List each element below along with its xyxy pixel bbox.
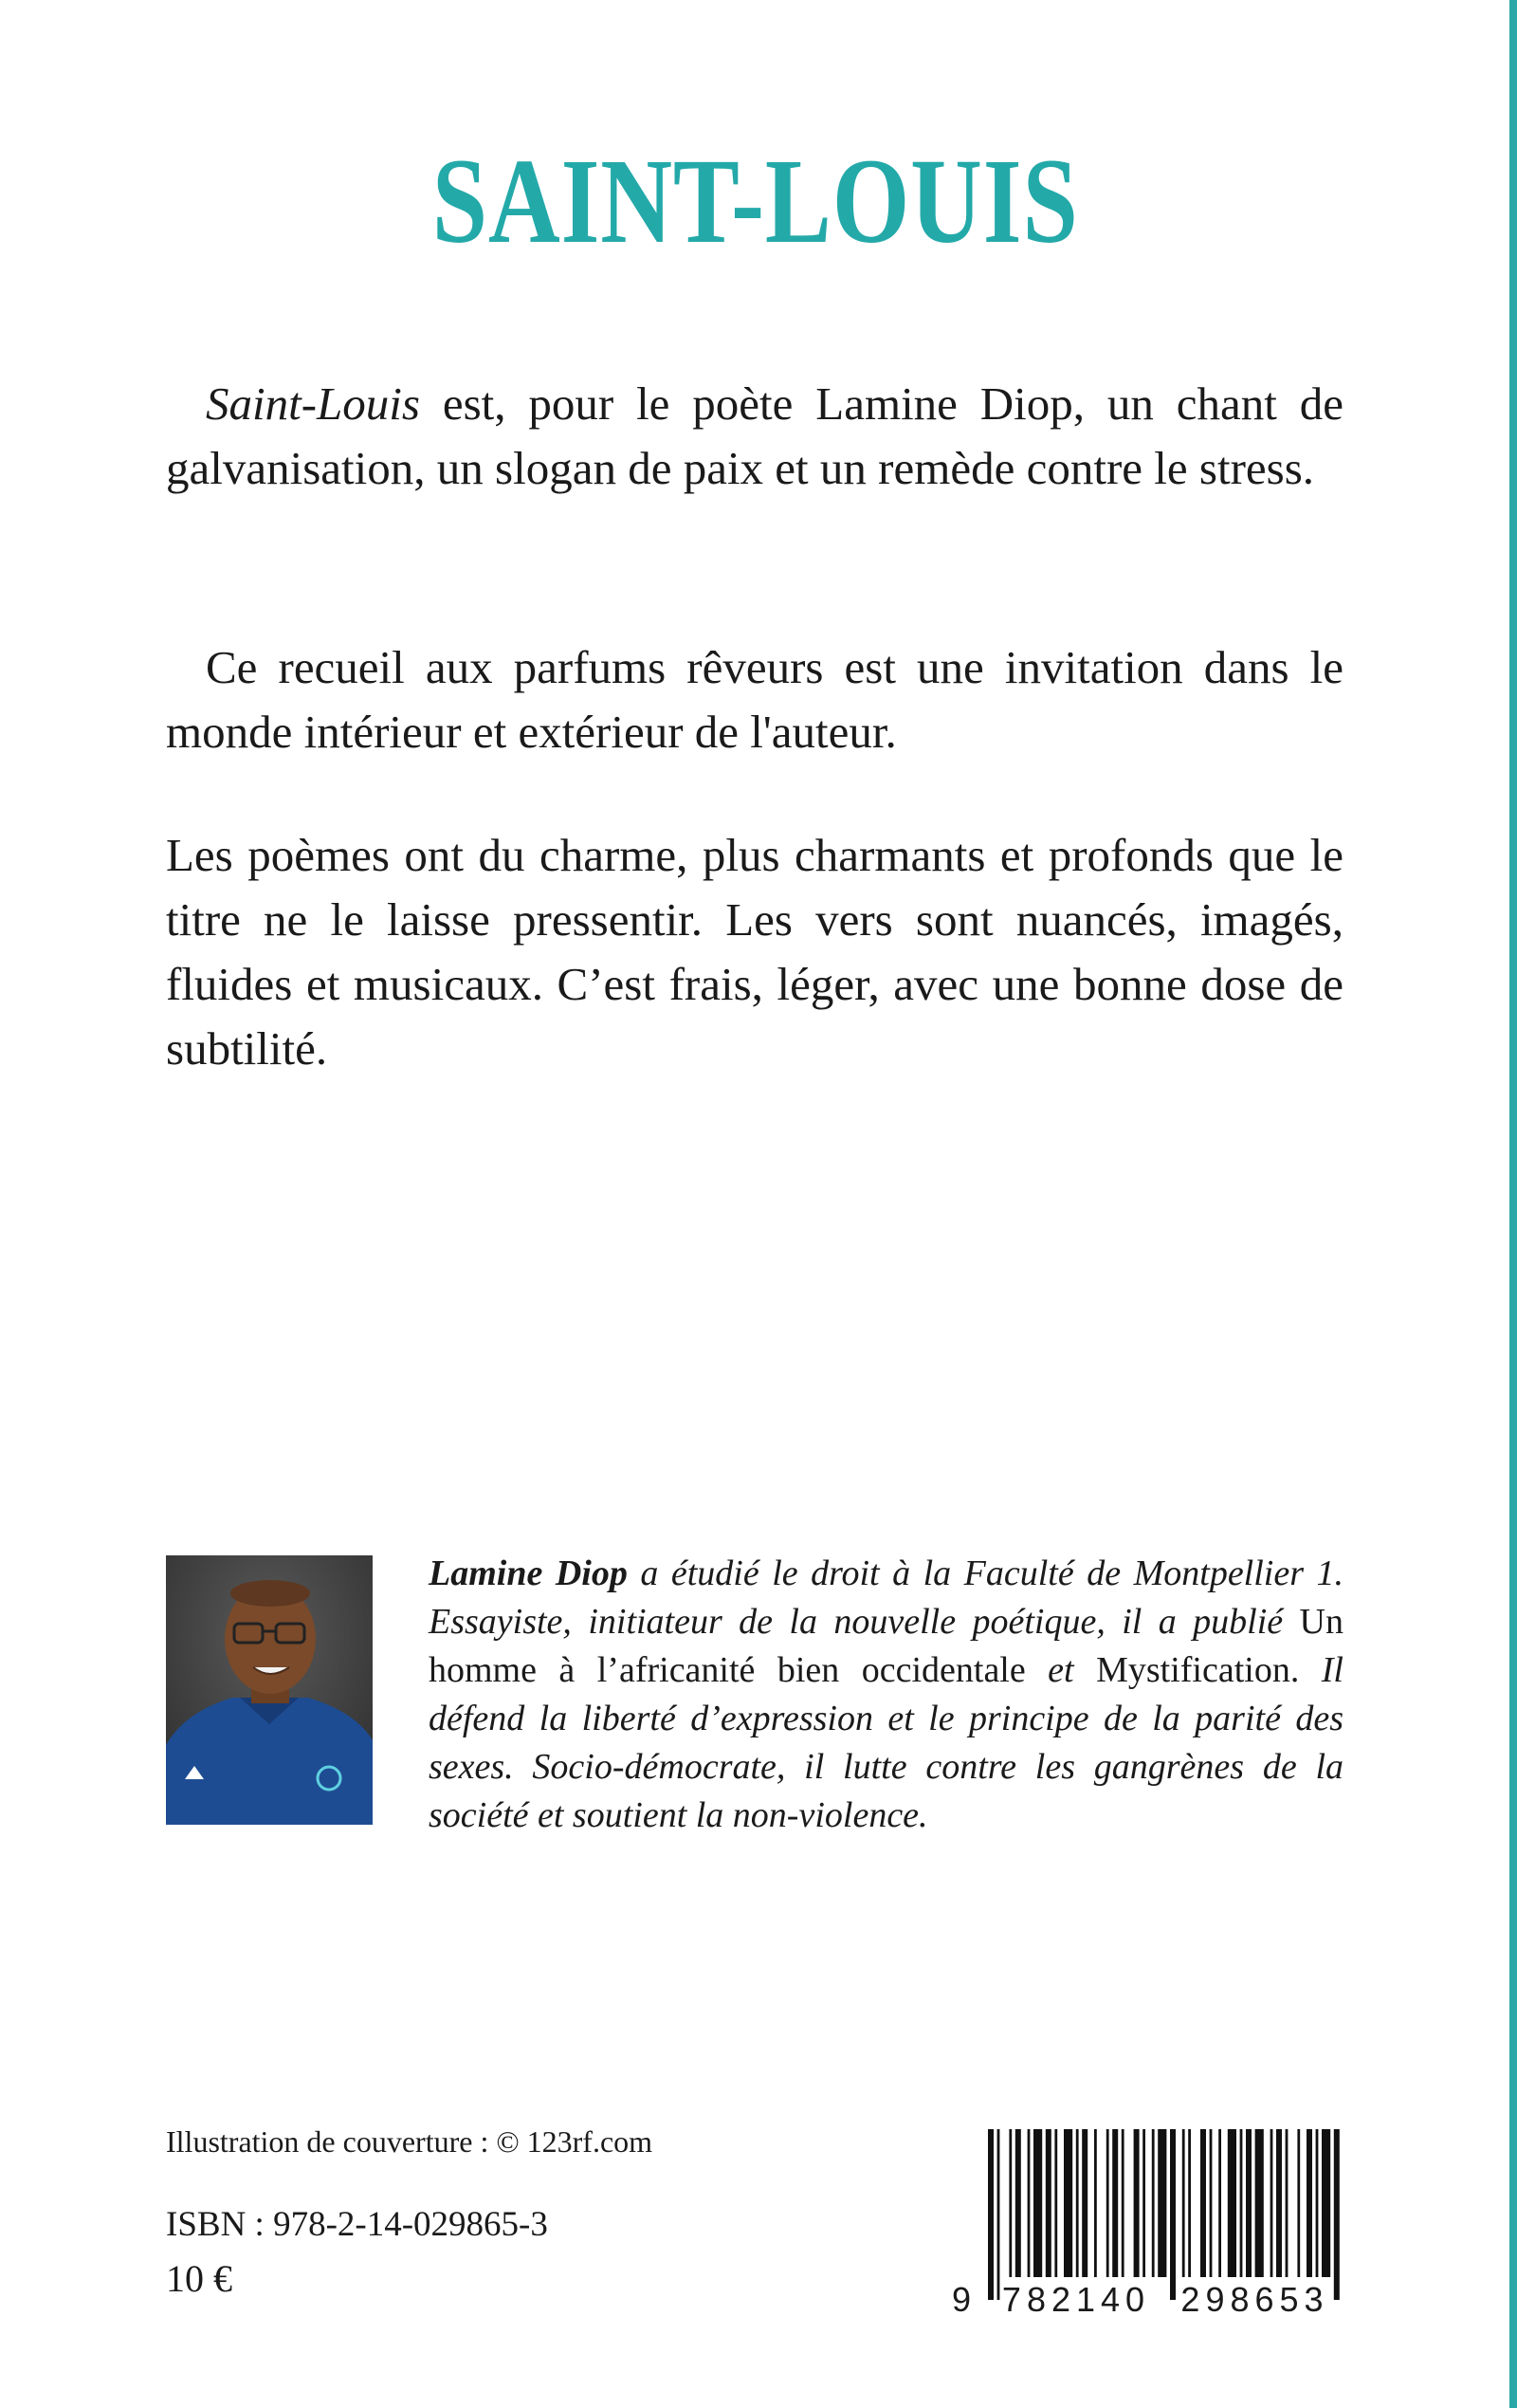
barcode-bar [1142, 2129, 1145, 2277]
barcode-bar [1276, 2129, 1282, 2277]
blurb-paragraph-1-text: est, pour le poète Lamine Diop, un chant de galvanisation, un slogan de paix et un remède contre le stress. [166, 377, 1343, 494]
author-name: Lamine Diop [429, 1553, 628, 1593]
author-bio-part-1: a étudié le droit à la Faculté de Montpellier 1. Essayiste, initiateur de la nouvelle poétique, il a publié [429, 1553, 1344, 1642]
barcode-digits-group-1: 782140 [1001, 2280, 1151, 2319]
barcode-bar [1182, 2129, 1185, 2277]
barcode-bar [1094, 2129, 1097, 2277]
barcode-bar [1286, 2129, 1289, 2277]
barcode-icon [986, 2129, 1344, 2300]
barcode-digits-group-2: 298653 [1180, 2280, 1329, 2319]
barcode-bar [988, 2129, 994, 2300]
barcode-bar [1316, 2129, 1319, 2277]
author-photo [166, 1555, 373, 1825]
barcode-bar [1210, 2129, 1213, 2277]
barcode-bar [1322, 2129, 1330, 2277]
book-title: SAINT-LOUIS [431, 134, 1079, 268]
barcode-bar [1218, 2129, 1221, 2277]
author-bio-part-2: et [1025, 1650, 1097, 1690]
blurb-paragraph-3: Les poèmes ont du charme, plus charmants et profonds que le titre ne le laisse pressentir. Les vers sont nuancés, imagés, fluides et musicaux. C’est frais, léger, avec une bonne dose de subtilité. [166, 829, 1343, 1075]
barcode-bar [1228, 2129, 1236, 2277]
blurb-paragraph-2: Ce recueil aux parfums rêveurs est une invitation dans le monde intérieur et extérieur de l'auteur. [166, 641, 1343, 758]
barcode [986, 2129, 1344, 2300]
book-title-1: Un homme à l’africanité bien occidentale [429, 1602, 1343, 1690]
barcode-bar [1064, 2129, 1072, 2277]
barcode-bar [1112, 2129, 1118, 2277]
barcode-bar [1028, 2129, 1031, 2277]
barcode-bar [1240, 2129, 1243, 2277]
blurb-paragraph-1 [166, 372, 1343, 501]
barcode-bar [1270, 2129, 1273, 2277]
barcode-bar [1106, 2129, 1109, 2277]
barcode-bar [1015, 2129, 1021, 2277]
barcode-bar [1122, 2129, 1124, 2277]
author-bio-part-3: Il défend la liberté d’expression et le principe de la parité des sexes. Socio-démocrate, il lutte contre les gangrènes de la société et soutient la non-violence. [429, 1650, 1343, 1835]
barcode-bar [1054, 2129, 1057, 2277]
barcode-bar [1033, 2129, 1042, 2277]
barcode-bar [1076, 2129, 1079, 2277]
barcode-bar [1246, 2129, 1252, 2277]
barcode-bar [1152, 2129, 1155, 2277]
barcode-bar [1009, 2129, 1012, 2277]
barcode-digit-first: 9 [952, 2280, 978, 2319]
barcode-bar [1158, 2129, 1166, 2277]
cover-illustration-credit: Illustration de couverture : © 123rf.com [166, 2124, 653, 2159]
barcode-bar [1255, 2129, 1264, 2277]
barcode-bar [1200, 2129, 1206, 2277]
barcode-bar [1188, 2129, 1191, 2277]
blurb-title-italic: Saint-Louis [206, 377, 420, 430]
edge-stripe [1509, 0, 1517, 2408]
barcode-bar [1082, 2129, 1087, 2277]
barcode-bar [997, 2129, 1000, 2300]
barcode-bar [1297, 2129, 1300, 2277]
isbn: ISBN : 978-2-14-029865-3 [166, 2205, 548, 2244]
price: 10 € [166, 2257, 232, 2300]
barcode-bar [1134, 2129, 1140, 2277]
barcode-bar [1307, 2129, 1312, 2277]
author-bio [429, 1550, 1343, 1840]
book-title-2: Mystification. [1096, 1650, 1300, 1690]
author-portrait-icon [166, 1555, 373, 1825]
barcode-bar [1046, 2129, 1051, 2277]
barcode-bar [1334, 2129, 1340, 2300]
barcode-bar [1170, 2129, 1176, 2300]
